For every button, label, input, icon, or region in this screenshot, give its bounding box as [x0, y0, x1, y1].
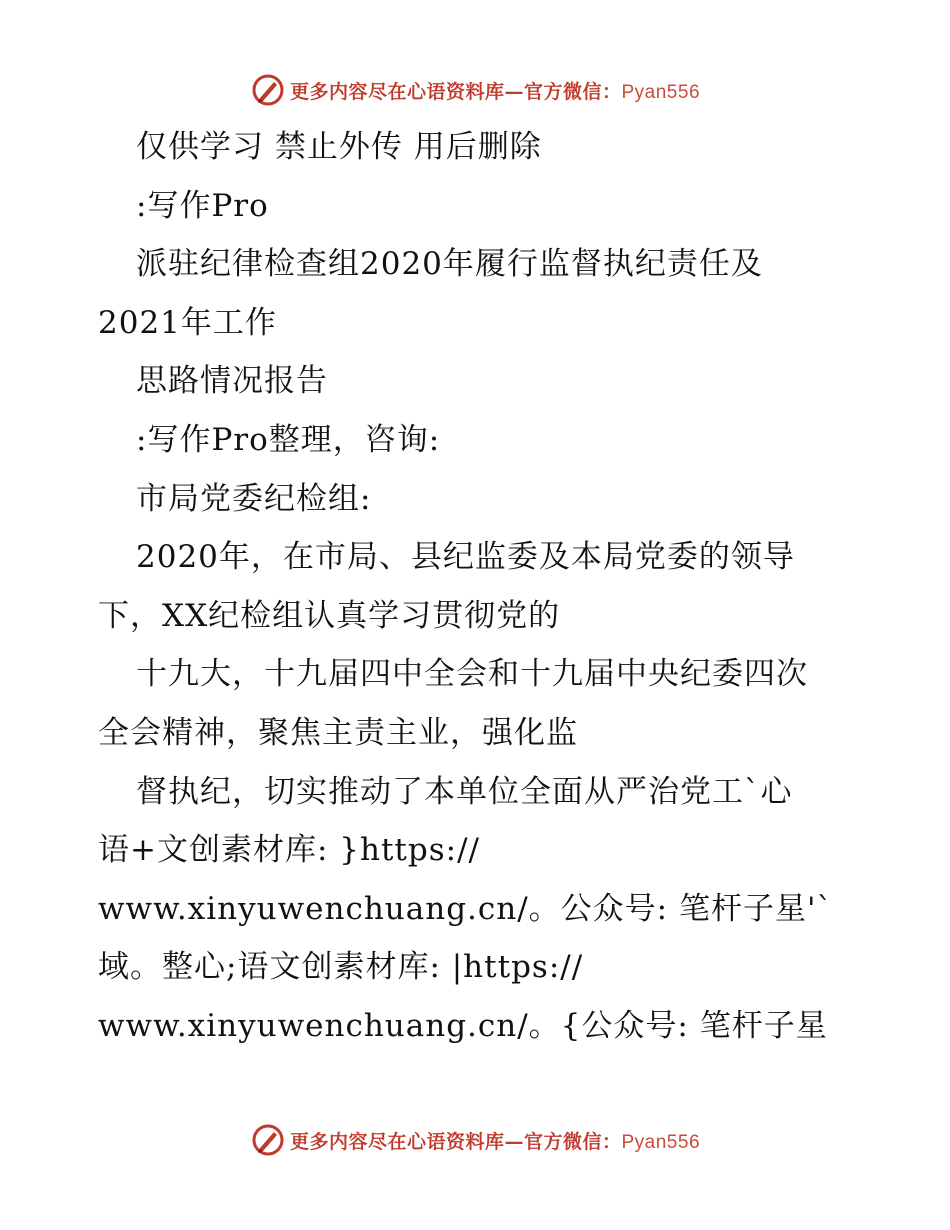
text-line: 下，XX纪检组认真学习贯彻党的: [98, 597, 561, 634]
watermark-text: 更多内容尽在心语资料库—官方微信：Pyan556: [289, 80, 701, 103]
document-body: [98, 118, 898, 1056]
pen-logo-icon: [250, 72, 286, 108]
text-line: 思路情况报告: [136, 363, 328, 400]
footer-watermark: [0, 1120, 950, 1160]
text-line: www.xinyuwenchuang.cn/。公众号: 笔杆子星'`: [98, 890, 833, 927]
text-line: 派驻纪律检查组2020年履行监督执纪责任及: [136, 246, 763, 283]
text-line: 域。整心;语文创素材库: |https://: [98, 949, 584, 986]
text-line: :写作Pro: [136, 187, 269, 224]
text-line: 十九大，十九届四中全会和十九届中央纪委四次: [136, 656, 808, 693]
pen-logo-icon: [250, 1122, 286, 1158]
text-line: www.xinyuwenchuang.cn/。{公众号: 笔杆子星: [98, 1007, 828, 1044]
text-line: 全会精神，聚焦主责主业，强化监: [98, 714, 578, 751]
text-line: 市局党委纪检组:: [136, 480, 372, 517]
text-line: 2020年，在市局、县纪监委及本局党委的领导: [136, 539, 795, 576]
watermark-text: 更多内容尽在心语资料库—官方微信：Pyan556: [289, 1130, 701, 1153]
text-line: :写作Pro整理，咨询:: [136, 421, 441, 458]
text-line: 2021年工作: [98, 304, 277, 341]
text-line: 语+文创素材库: }https://: [98, 832, 480, 869]
text-line: 仅供学习 禁止外传 用后删除: [136, 129, 542, 165]
text-line: 督执纪，切实推动了本单位全面从严治党工`心: [136, 773, 793, 810]
header-watermark: [0, 70, 950, 110]
